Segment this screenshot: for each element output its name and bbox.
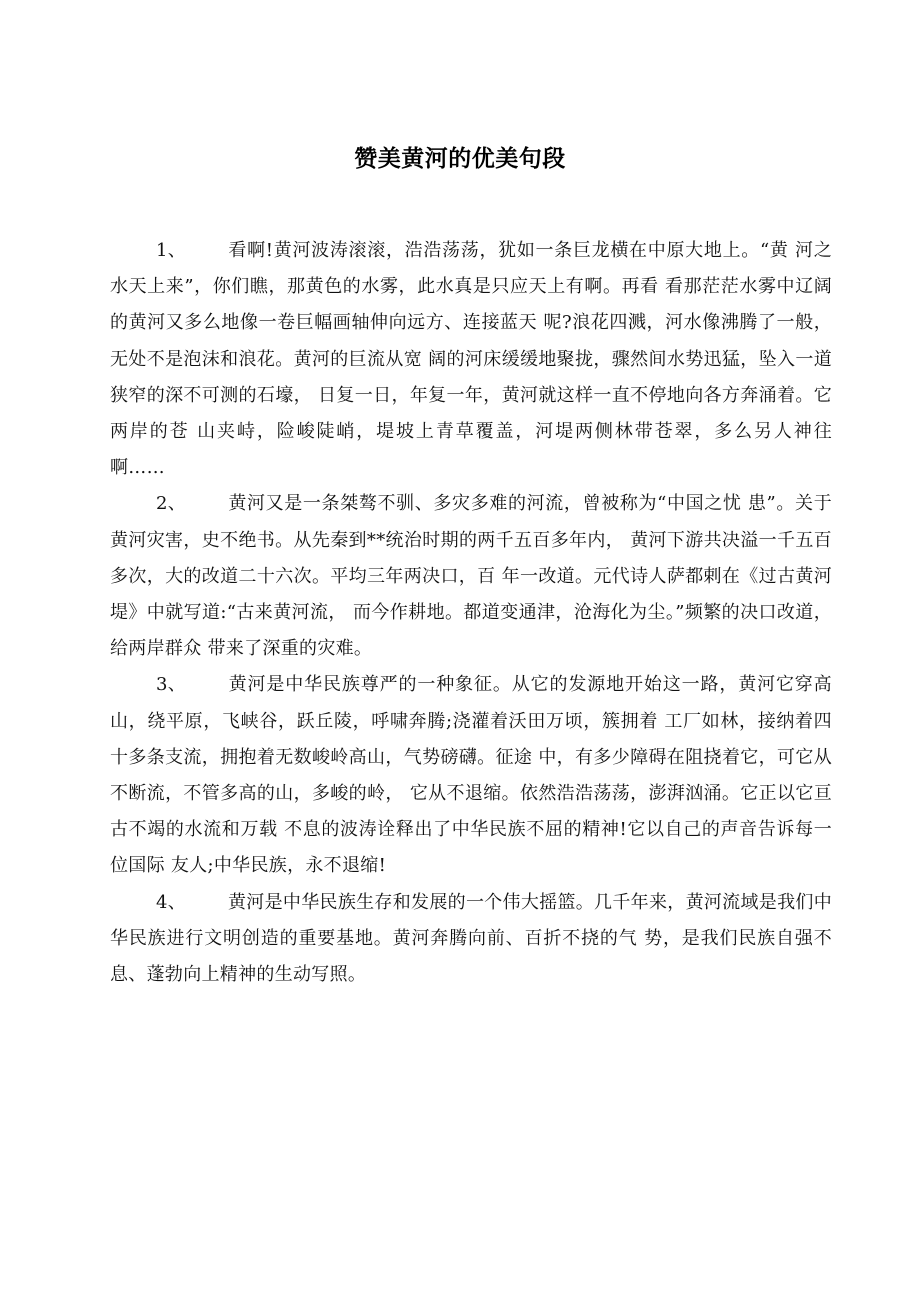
paragraph-3 [110, 667, 832, 884]
document-title: 赞美黄河的优美句段 [354, 146, 566, 172]
paragraph-text: 看啊!黄河波涛滚滚，浩浩荡荡，犹如一条巨龙横在中原大地上。“黄 河之水天上来”，你们瞧，那黄色的水雾，此水真是只应天上有啊。再看 看那茫茫水雾中辽阔的黄河又多么地像一卷巨幅画轴伸向远方、连接蓝天 呢?浪花四溅，河水像沸腾了一般，无处不是泡沫和浪花。黄河的巨流从宽 阔的河床缓缓地聚拢，骤然间水势迅猛，坠入一道狭窄的深不可测的石壕， 日复一日，年复一年，黄河就这样一直不停地向各方奔涌着。它两岸的苍 山夹峙，险峻陡峭，堤坡上青草覆盖，河堤两侧林带苍翠，多么另人神往 啊…… [110, 240, 832, 479]
paragraph-number: 2、 [156, 493, 187, 515]
paragraph-number: 4、 [156, 891, 187, 913]
paragraph-text: 黄河是中华民族生存和发展的一个伟大摇篮。几千年来，黄河流域是我们中华民族进行文明创造的重要基地。黄河奔腾向前、百折不挠的气 势，是我们民族自强不息、蓬勃向上精神的生动写照。 [110, 891, 832, 986]
paragraph-number: 1、 [156, 240, 187, 261]
paragraph-text: 黄河又是一条桀骜不驯、多灾多难的河流，曾被称为“中国之忧 患”。关于黄河灾害，史不绝书。从先秦到**统治时期的两千五百多年内， 黄河下游共决溢一千五百多次，大的改道二十六次。平均三年两决口，百 年一改道。元代诗人萨都剌在《过古黄河堤》中就写道:“古来黄河流， 而今作耕地。都道变通津，沧海化为尘。”频繁的决口改道，给两岸群众 带来了深重的灾难。 [110, 493, 832, 660]
paragraph-1 [110, 233, 832, 486]
document-body [110, 233, 832, 993]
paragraph-number: 3、 [156, 674, 187, 696]
paragraph-text: 黄河是中华民族尊严的一种象征。从它的发源地开始这一路，黄河它穿高山，绕平原，飞峡谷，跃丘陵，呼啸奔腾;浇灌着沃田万顷，簇拥着 工厂如林，接纳着四十多条支流，拥抱着无数峻岭高山，气势磅礴。征途 中，有多少障碍在阻挠着它，可它从不断流，不管多高的山，多峻的岭， 它从不退缩。依然浩浩荡荡，澎湃汹涌。它正以它亘古不竭的水流和万载 不息的波涛诠释出了中华民族不屈的精神!它以自己的声音告诉每一位国际 友人;中华民族，永不退缩! [110, 674, 832, 877]
paragraph-4 [110, 885, 832, 994]
paragraph-2 [110, 486, 832, 667]
